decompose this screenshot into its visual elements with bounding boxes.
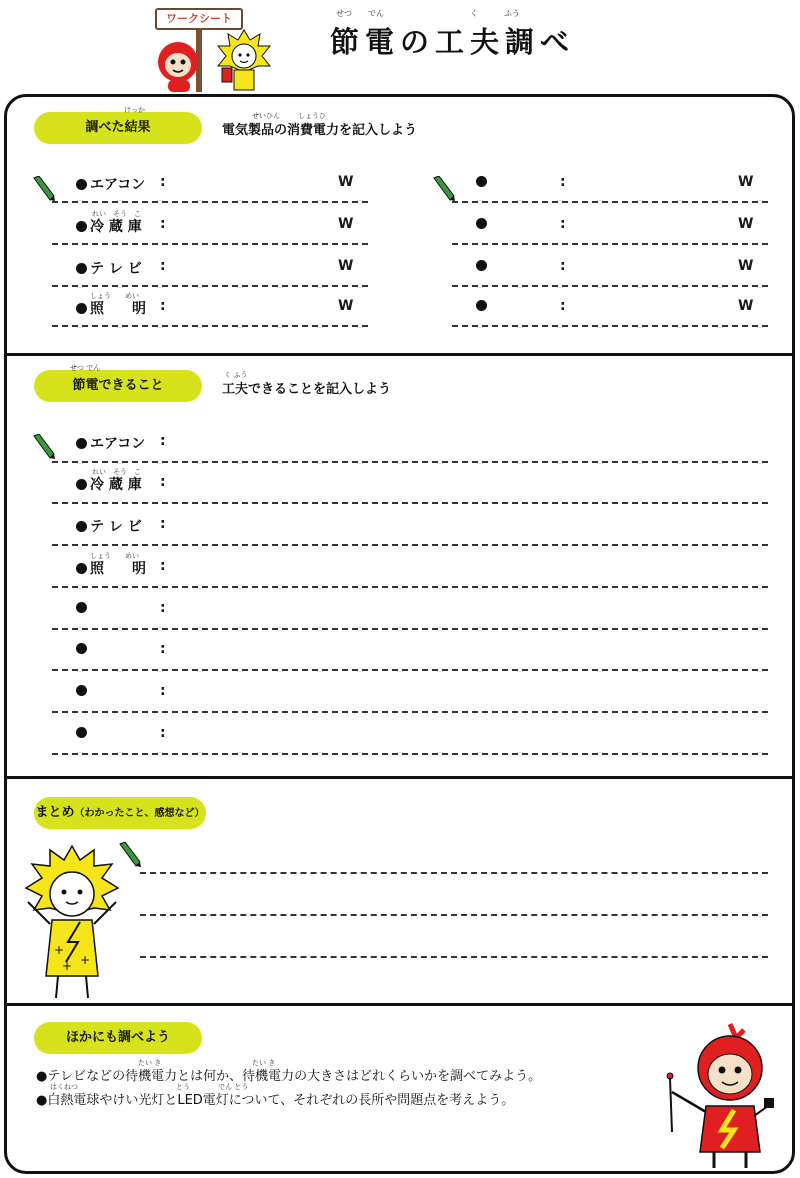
answer-line[interactable] — [52, 325, 368, 327]
section-divider-1 — [4, 353, 795, 356]
watt-unit: W — [738, 298, 754, 314]
saving-label-ruby: せつ でん — [70, 364, 101, 372]
more-line2-ruby-3: でん とう — [218, 1083, 249, 1091]
answer-line[interactable] — [52, 461, 768, 463]
answer-line[interactable] — [52, 285, 368, 287]
answer-line[interactable] — [52, 544, 768, 546]
watt-unit: W — [338, 258, 354, 274]
more-line2-ruby-2: とう — [176, 1083, 190, 1091]
watt-unit: W — [338, 298, 354, 314]
section-divider-2 — [4, 776, 795, 779]
pencil-icon — [432, 176, 456, 202]
watt-unit: W — [738, 258, 754, 274]
title-ruby-4: ふう — [504, 9, 520, 18]
more-line-2: ●白熱電球やけい光灯とLED電灯について、それぞれの長所や問題点を考えよう。 — [36, 1093, 515, 1108]
svg-text:+: + — [80, 953, 91, 967]
colon: : — [560, 258, 566, 274]
watt-unit: W — [738, 174, 754, 190]
summary-label-pill — [34, 797, 206, 829]
worksheet-sign: ワークシート — [155, 8, 243, 30]
colon: : — [160, 558, 166, 574]
results-blank-item — [476, 258, 490, 274]
monkey-character-icon — [660, 1020, 780, 1172]
saving-blank-item — [76, 683, 90, 699]
watt-unit: W — [338, 174, 354, 190]
colon: : — [160, 641, 166, 657]
more-line-1: ●テレビなどの待機電力とは何か、待機電力の大きさはどれくらいかを調べてみよう。 — [36, 1069, 542, 1084]
colon: : — [560, 216, 566, 232]
more-label: ほかにも調べよう — [65, 1030, 170, 1045]
monkey-mascot-icon — [152, 38, 208, 94]
title-block — [330, 9, 576, 61]
lighting-ruby: しょう めい — [90, 292, 139, 300]
answer-line[interactable] — [52, 753, 768, 755]
more-line1-ruby-1: たい き — [138, 1059, 162, 1067]
svg-text:+: + — [54, 943, 65, 957]
watt-unit: W — [338, 216, 354, 232]
boy-mascot-icon — [214, 28, 274, 92]
saving-item-fridge: 冷 蔵 庫 — [76, 474, 142, 494]
answer-line[interactable] — [52, 711, 768, 713]
results-label: 調べた結果 — [85, 120, 151, 135]
results-item-tv: テ レ ビ — [76, 258, 142, 278]
answer-line[interactable] — [452, 325, 768, 327]
boy-character-icon — [14, 842, 132, 1002]
more-line1-ruby-2: たい き — [252, 1059, 276, 1067]
colon: : — [160, 725, 166, 741]
results-item-aircon: エアコン — [76, 174, 145, 194]
lighting-ruby: しょう めい — [90, 552, 139, 560]
section-divider-3 — [4, 1003, 795, 1006]
fridge-ruby: れい そう こ — [92, 468, 141, 476]
pencil-icon — [32, 176, 56, 202]
answer-line[interactable] — [52, 243, 368, 245]
saving-label-pill — [34, 370, 202, 402]
answer-line[interactable] — [52, 586, 768, 588]
summary-line[interactable] — [140, 956, 768, 958]
answer-line[interactable] — [52, 628, 768, 630]
summary-line[interactable] — [140, 872, 768, 874]
header — [0, 0, 800, 96]
svg-text:+: + — [62, 959, 73, 973]
saving-item-tv: テ レ ビ — [76, 516, 142, 536]
summary-label-note: （わかったこと、感想など） — [74, 808, 205, 819]
results-blank-item — [476, 216, 490, 232]
saving-instruction: 工夫できることを記入しよう — [222, 382, 392, 397]
title-ruby-3: く — [470, 9, 478, 18]
results-instruction-ruby-2: しょうひ — [298, 112, 326, 120]
saving-blank-item — [76, 600, 90, 616]
title-ruby-1: せつ — [336, 9, 352, 18]
colon: : — [160, 216, 166, 232]
saving-instruction-ruby: く ふう — [224, 371, 248, 379]
title-ruby-2: でん — [368, 9, 384, 18]
answer-line[interactable] — [452, 243, 768, 245]
pencil-icon — [32, 434, 56, 460]
page-title: 節電の工夫調べ — [330, 25, 576, 59]
answer-line[interactable] — [52, 669, 768, 671]
colon: : — [160, 683, 166, 699]
colon: : — [160, 600, 166, 616]
results-item-lighting: 照 明 — [76, 298, 146, 318]
colon: : — [160, 258, 166, 274]
results-item-fridge: 冷 蔵 庫 — [76, 216, 142, 236]
answer-line[interactable] — [52, 502, 768, 504]
results-label-ruby: けっか — [124, 106, 145, 114]
answer-line[interactable] — [452, 201, 768, 203]
results-label-pill — [34, 112, 202, 144]
saving-item-aircon: エアコン — [76, 433, 145, 453]
worksheet-frame — [4, 94, 795, 1174]
colon: : — [560, 298, 566, 314]
summary-label: まとめ — [35, 805, 75, 820]
results-instruction: 電気製品の消費電力を記入しよう — [222, 123, 418, 138]
results-blank-item — [476, 298, 490, 314]
results-instruction-ruby-1: せいひん — [252, 112, 280, 120]
summary-line[interactable] — [140, 914, 768, 916]
saving-blank-item — [76, 725, 90, 741]
saving-item-lighting: 照 明 — [76, 558, 146, 578]
more-line2-ruby-1: はくねつ — [50, 1083, 78, 1091]
colon: : — [160, 298, 166, 314]
colon: : — [160, 516, 166, 532]
colon: : — [160, 174, 166, 190]
colon: : — [160, 433, 166, 449]
colon: : — [560, 174, 566, 190]
saving-blank-item — [76, 641, 90, 657]
answer-line[interactable] — [452, 285, 768, 287]
fridge-ruby: れい そう こ — [92, 210, 141, 218]
answer-line[interactable] — [52, 201, 368, 203]
watt-unit: W — [738, 216, 754, 232]
results-blank-item — [476, 174, 490, 190]
more-label-pill — [34, 1022, 202, 1054]
saving-label: 節電できること — [72, 378, 164, 393]
colon: : — [160, 474, 166, 490]
